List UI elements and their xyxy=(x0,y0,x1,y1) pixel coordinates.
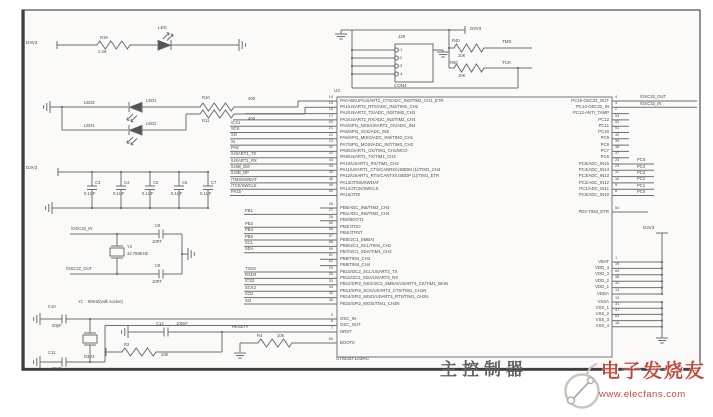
pin-number: 48 xyxy=(615,274,620,279)
mcu-pin-label: PC11 xyxy=(598,122,609,128)
mcu-pin-label: PB3/JTDO xyxy=(340,223,361,229)
xtal-ref: Y1 xyxy=(78,299,84,304)
pin-number: 60 xyxy=(328,336,333,341)
mcu-pin-label: VSS_1 xyxy=(595,304,609,310)
net-label: SI xyxy=(231,138,235,144)
power-net-label: D3V3 xyxy=(643,225,655,230)
pin-number: 16 xyxy=(328,107,333,112)
pin-number: 14 xyxy=(328,94,333,99)
pin-number: 50 xyxy=(328,189,333,194)
mcu-pin-label: PB0/ADC_IN8/TIM3_CH3 xyxy=(340,204,390,210)
net-label: PB5 xyxy=(245,233,253,239)
resistor-value: 400 xyxy=(248,116,255,121)
mcu-pin-label: VDD_2 xyxy=(595,277,609,283)
net-label: SCK xyxy=(231,126,240,132)
pin-number: 31 xyxy=(615,301,620,306)
resistor-ref: R11 xyxy=(202,117,210,123)
mcu-pin-label: PC4/ADC_IN14 xyxy=(578,166,609,172)
pin-number: 55 xyxy=(328,220,333,225)
net-label: SCK2 xyxy=(245,284,256,290)
power-net-label: D3V3 xyxy=(84,354,95,359)
pin-number: 2 xyxy=(400,54,403,60)
pin-number: 56 xyxy=(328,227,333,232)
mcu-pin-label: PC15-OSC32_OUT xyxy=(571,97,609,103)
mcu-pin-label: PB2/BOOT1 xyxy=(340,217,364,223)
net-label: PA8 xyxy=(231,145,239,150)
mcu-pin-label: PA2/USART2_TX/ADC_IN2/TIM2_CH3 xyxy=(340,110,416,116)
mcu-pin-label: PA10/USART1_RX/TIM1_CH3 xyxy=(340,160,399,166)
pin-number: 49 xyxy=(328,182,333,187)
pin-number: 57 xyxy=(328,233,333,238)
net-label: TMS xyxy=(502,39,512,44)
cap-ref: C12 xyxy=(156,321,164,326)
power-net-label: D3V3 xyxy=(26,40,38,45)
net-label: PC0 xyxy=(637,188,646,194)
cap-ref: C6 xyxy=(182,180,188,185)
pin-number: 52 xyxy=(615,119,620,124)
mcu-pin-label: PA7/SPI1_MOSI/ADC_IN7/TIM3_CH2 xyxy=(340,141,413,147)
pin-number: 1 xyxy=(400,46,403,52)
pin-number: 40 xyxy=(615,132,620,137)
cap-value: 0.1UF xyxy=(84,191,96,196)
resistor-ref: R2 xyxy=(124,342,130,347)
pin-number: 35 xyxy=(328,291,333,296)
pin-number: 11 xyxy=(615,170,619,175)
connector-type: CON4 xyxy=(394,83,407,88)
mcu-pin-label: PA14/JTCK/SWCLK xyxy=(340,185,379,191)
pin-number: 2 xyxy=(615,107,618,112)
mcu-pin-label: PA1/USART2_RTS/ADC_IN1/TIM2_CH2 xyxy=(340,103,419,109)
pin-number: 4 xyxy=(400,70,403,76)
pin-number: 12 xyxy=(615,295,620,300)
mcu-pin-label: PC10 xyxy=(598,129,609,135)
net-label: SDA xyxy=(245,246,254,252)
pin-number: 1 xyxy=(615,255,618,260)
mcu-pin-label: VDD_1 xyxy=(595,284,609,290)
mcu-pin-label: VSSA xyxy=(597,298,609,304)
led-ref: LED xyxy=(158,25,167,30)
resistor-value: 400 xyxy=(248,96,255,101)
mcu-pin-label: PA9/USART1_TX/TIM1_CH2 xyxy=(340,154,396,160)
pin-number: 33 xyxy=(328,278,333,283)
net-label: PB4 xyxy=(245,227,253,233)
pin-number: 9 xyxy=(615,182,618,187)
pin-number: 46 xyxy=(328,176,333,181)
mcu-pin-label: PB12/SPI2_NSS/I2C2_SMBAI/USART3_CK/TIM1_BKIN xyxy=(340,281,449,287)
net-label: PB3 xyxy=(245,220,253,226)
net-label: RESET# xyxy=(232,324,249,329)
mcu-part-number: STM32F103RC xyxy=(336,357,370,362)
mcu-pin-label: PC1/ADC_IN11 xyxy=(579,185,609,191)
mcu-pin-label: PD2-TIM3_ETR xyxy=(578,208,609,214)
mcu-pin-label: PC0/ADC_IN10 xyxy=(578,192,609,198)
pin-number: 30 xyxy=(328,272,333,277)
mcu-pin-label: NRST xyxy=(340,328,352,334)
mcu-pin-label: PC12 xyxy=(598,116,609,122)
pin-number: 25 xyxy=(615,157,620,162)
pin-number: 13 xyxy=(615,287,620,292)
cap-value: 0.1UF xyxy=(142,191,154,196)
mcu-pin-label: PA13/JTMS/SWDAT xyxy=(340,179,379,185)
mcu-pin-label: VDD_3 xyxy=(595,271,609,277)
pin-number: 58 xyxy=(328,240,333,245)
mcu-pin-label: PC14-OSC32_IN xyxy=(576,103,609,109)
net-label: /OSC32_IN xyxy=(71,226,93,231)
pin-number: 27 xyxy=(328,208,333,213)
pin-number: 23 xyxy=(328,138,333,143)
pin-number: 5 xyxy=(330,312,333,317)
led-ref: LED2 xyxy=(146,121,157,126)
net-label: PC2 xyxy=(637,176,646,182)
mcu-pin-label: PB14/SPI2_MISO/USART3_RTS/TIM1_CH2N xyxy=(340,294,429,300)
resistor-value: 10K xyxy=(458,53,466,58)
cap-ref: C7 xyxy=(211,180,217,185)
resistor-ref: R10 xyxy=(202,95,210,100)
pin-number: 62 xyxy=(328,259,333,264)
pin-number: 42 xyxy=(328,151,333,156)
mcu-pin-label: VDDA xyxy=(597,290,609,296)
mcu-pin-label: PB6/I2C1_SCL/TIM4_CH1 xyxy=(340,243,392,248)
cap-value: 10PF xyxy=(152,279,163,284)
mcu-pin-label: BOOT0 xyxy=(340,339,355,345)
net-label: PC4 xyxy=(637,163,646,169)
watermark-url: www.elecfans.com xyxy=(599,389,686,400)
cap-ref: C8 xyxy=(155,223,161,228)
net-label: /OSC32_OUT xyxy=(640,94,667,100)
net-label: /TCK/SWCLK xyxy=(231,182,257,188)
cap-value: 0.1UF xyxy=(171,191,183,196)
mcu-pin-label: PA3/USART2_RX/ADC_IN3/TIM2_CH4 xyxy=(340,116,416,122)
net-label: TCK xyxy=(502,60,511,65)
mcu-pin-label: VSS_4 xyxy=(595,323,609,329)
mcu-pin-label: PC8 xyxy=(600,141,609,147)
mcu-pin-label: PC5/ADC_IN15 xyxy=(578,160,609,166)
mcu-pin-label: PB1/ADC_IN9/TIM3_CH4 xyxy=(340,211,390,216)
pin-number: 26 xyxy=(328,201,333,206)
pin-number: 24 xyxy=(615,164,620,168)
pin-number: 41 xyxy=(328,145,333,150)
net-label: /USB_DP xyxy=(231,170,249,176)
mcu-pin-label: PB8/TIM4_CH3 xyxy=(340,255,371,261)
mcu-pin-label: PB5/I2C1_SMBAI xyxy=(340,236,375,242)
resistor-value: 10K xyxy=(277,333,285,338)
cap-ref: C9 xyxy=(155,263,161,268)
cap-ref: C5 xyxy=(153,180,159,185)
power-net-label: D3V3 xyxy=(470,26,482,31)
xtal-ref: Y2 xyxy=(127,244,133,249)
pin-number: 44 xyxy=(328,164,333,168)
mcu-pin-label: PC7 xyxy=(600,148,609,153)
net-label: PC3 xyxy=(637,170,646,175)
mcu-pin-label: PA12/USART1_RTS/CANTX/USBDP (1)/TIM1_ETR xyxy=(340,173,440,179)
pin-number: 37 xyxy=(615,151,620,156)
resistor-ref: R40 xyxy=(452,38,460,43)
pin-number: 28 xyxy=(328,214,333,219)
resistor-ref: R4 xyxy=(257,333,263,338)
net-label: /OSC32_OUT xyxy=(66,266,93,271)
cap-value: 100nF xyxy=(176,321,188,326)
net-label: LED3 xyxy=(84,100,95,105)
pin-number: 45 xyxy=(328,170,333,175)
cap-value: 10PF xyxy=(152,239,163,244)
cap-ref: C3 xyxy=(95,180,101,185)
mcu-pin-label: OSC_IN xyxy=(340,315,356,321)
pin-number: 47 xyxy=(615,308,620,313)
cap-ref: C11 xyxy=(48,350,56,355)
pin-number: 3 xyxy=(400,62,403,68)
net-label: PA15 xyxy=(231,189,241,195)
pin-number: 36 xyxy=(328,297,333,302)
net-label: SO xyxy=(231,132,238,138)
pin-number: 7 xyxy=(330,325,333,330)
net-label: RXD3 xyxy=(245,272,257,277)
xtal-value: 32.768KHZ xyxy=(127,251,149,256)
net-label: SCL xyxy=(245,240,254,245)
net-label: TXD3 xyxy=(245,265,256,271)
pin-number: 34 xyxy=(328,284,333,289)
pin-number: 3 xyxy=(615,101,618,105)
power-net-label: D3V3 xyxy=(26,165,38,170)
mcu-pin-label: PB13/SPI2_SCK/USART3_CTS/TIM1_CH1N xyxy=(340,287,427,293)
pin-number: 8 xyxy=(615,189,618,194)
net-label: /OSC32_IN xyxy=(640,100,662,106)
resistor-value: 10K xyxy=(458,73,466,78)
net-label: /USB_DM xyxy=(231,163,250,169)
cap-value: 20pF xyxy=(52,323,62,328)
mcu-pin-label: PB15/SPI2_MOSI/TIM1_CH3N xyxy=(340,300,400,306)
net-label: SO2 xyxy=(245,291,254,297)
resistor-ref: R50 xyxy=(450,59,458,65)
mcu-pin-label: PA5/SPI1_SCK/ADC_IN5 xyxy=(340,129,389,135)
led-ref: LED1 xyxy=(146,98,157,103)
pin-number: 20 xyxy=(328,119,333,124)
pin-number: 63 xyxy=(615,314,620,319)
mcu-pin-label: PA0-WKUP/USART2_CTS/ADC_IN0/TIM2_CH1_ETR xyxy=(340,97,444,103)
mcu-pin-label: PB10/I2C2_SCL/USART3_TX xyxy=(340,268,398,274)
mcu-ref: U2 xyxy=(334,88,340,93)
mcu-pin-label: PC2/ADC_IN12 xyxy=(578,179,609,185)
pin-number: 38 xyxy=(615,145,620,150)
mcu-pin-label: PA8/USART1_CK/TIM1_CH1/MCO xyxy=(340,148,408,153)
mcu-pin-label: PC6 xyxy=(600,154,609,160)
mcu-pin-label: PA4/SPI1_NSS/USART2_CK/ADC_IN4 xyxy=(340,122,416,128)
pin-number: 22 xyxy=(328,132,333,137)
net-label: /CS1 xyxy=(231,119,241,125)
watermark-brand: 电子发烧友 xyxy=(601,361,707,382)
pin-number: 32 xyxy=(615,281,620,286)
mcu-pin-label: PB7/I2C1_SDA/TIM4_CH2 xyxy=(340,249,392,255)
mcu-pin-label: VSS_2 xyxy=(595,311,609,316)
net-label: SI2 xyxy=(245,297,252,303)
mcu-pin-label: VSS_3 xyxy=(595,317,609,323)
resistor-ref: R19 xyxy=(100,34,108,40)
cap-value: 0.1UF xyxy=(113,191,125,196)
net-label: PB1 xyxy=(245,208,253,213)
schematic-caption: 主控制器 xyxy=(440,360,528,379)
mcu-pin-label: PB4/JTRST xyxy=(340,230,363,236)
net-label: PC5 xyxy=(637,157,646,163)
mcu-pin-label: OSC_OUT xyxy=(340,322,361,328)
pin-number: 53 xyxy=(615,113,620,118)
net-label: PC1 xyxy=(637,182,646,188)
mcu-pin-label: VBAT xyxy=(598,258,609,264)
mcu-pin-label: PA6/SPI1_MISO/ADC_IN6/TIM3_CH1 xyxy=(340,135,413,141)
pin-number: 29 xyxy=(328,265,333,270)
cap-value: 20pF xyxy=(52,366,62,371)
pin-number: 21 xyxy=(328,126,333,131)
pin-number: 59 xyxy=(328,246,333,251)
mcu-pin-label: VDD_4 xyxy=(595,265,609,270)
pin-number: 15 xyxy=(328,101,333,105)
connector-ref: J20 xyxy=(398,34,406,39)
resistor-value: 10K xyxy=(161,352,169,357)
pin-number: 54 xyxy=(615,205,620,210)
cap-ref: C10 xyxy=(48,304,56,309)
mcu-pin-label: PA11/USART1_CTS/CANRX/USBDM (1)/TIM1_CH4 xyxy=(340,166,441,172)
mcu-pin-label: PB9/TIM4_CH4 xyxy=(340,262,371,268)
mcu-pin-label: PB11/I2C2_SDA/USART3_RX xyxy=(340,275,399,280)
net-label: /CS2 xyxy=(245,278,255,284)
net-label: LED4 xyxy=(84,123,95,128)
cap-value: 0.1UF xyxy=(200,191,212,196)
net-label: /USART1_TX xyxy=(231,151,257,157)
pin-number: 6 xyxy=(330,319,333,324)
pin-number: 17 xyxy=(328,113,333,118)
mcu-pin-label: PC3/ADC_IN13 xyxy=(578,173,609,179)
pin-number: 19 xyxy=(615,262,620,267)
pin-number: 51 xyxy=(615,126,620,131)
cap-ref: C4 xyxy=(124,180,130,185)
pin-number: 39 xyxy=(615,138,620,143)
pin-number: 4 xyxy=(615,94,618,99)
pin-number: 64 xyxy=(615,268,620,273)
mcu-pin-label: PC13-ANTI_TAMP xyxy=(573,110,609,116)
xtal-value: 8MHZ(with socket) xyxy=(88,299,123,304)
net-label: /USART1_RX xyxy=(231,157,257,163)
net-label: /TMS/SWDAT xyxy=(231,176,257,182)
resistor-value: 1.2K xyxy=(98,48,107,54)
pin-number: 43 xyxy=(328,157,333,162)
pin-number: 10 xyxy=(615,176,620,181)
mcu-pin-label: PA15/JTDI xyxy=(340,192,361,198)
pin-number: 61 xyxy=(328,252,333,257)
mcu-pin-label: PC9 xyxy=(600,135,609,141)
pin-number: 18 xyxy=(615,320,620,325)
